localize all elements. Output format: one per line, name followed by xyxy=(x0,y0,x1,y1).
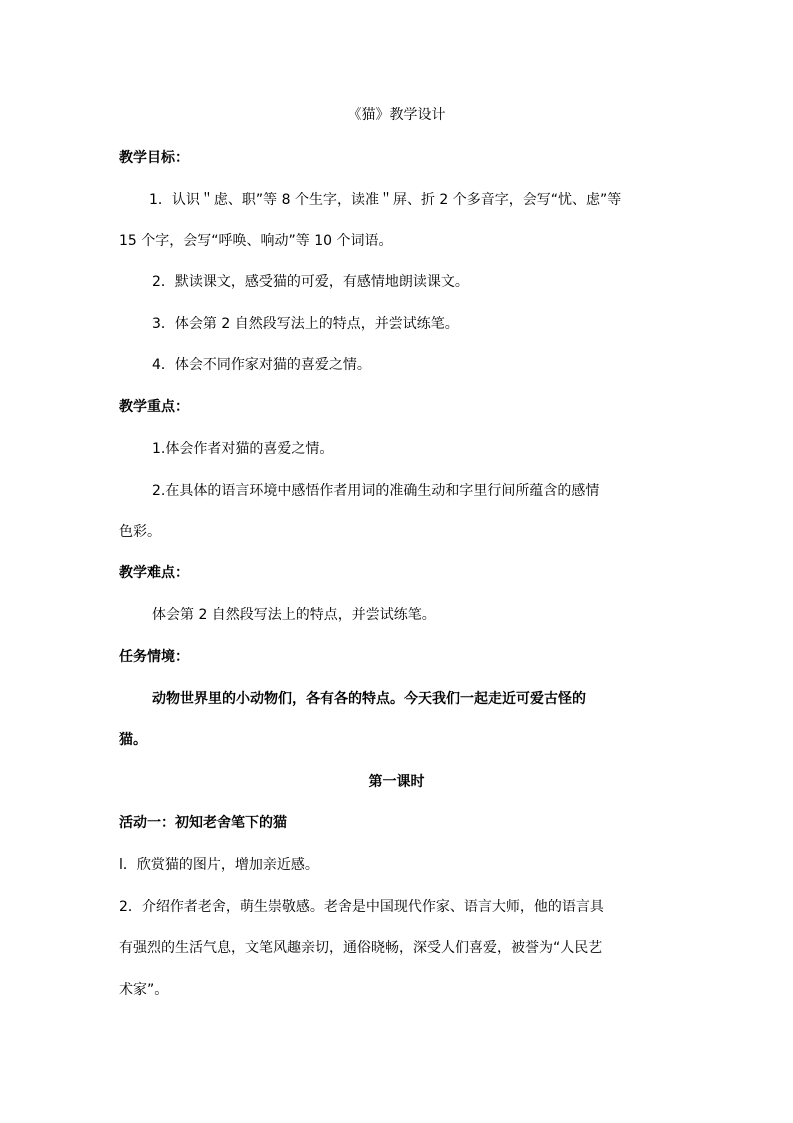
goal-line-1: 1．认识＂虑、职”等 8 个生字，读准＂屏、折 2 个多音字，会写“忧、虑”等 xyxy=(149,192,622,208)
key-point-2-cont: 色彩。 xyxy=(119,524,161,540)
difficulty-heading: 教学难点： xyxy=(119,565,189,581)
lesson-heading: 第一课时 xyxy=(368,774,425,790)
scenario-heading: 任务情境： xyxy=(119,649,189,665)
goal-line-3: 3．体会第 2 自然段写法上的特点，并尝试练笔。 xyxy=(152,316,459,332)
scenario-line-1: 动物世界里的小动物们，各有各的特点。今天我们一起走近可爱古怪的 xyxy=(152,691,586,707)
activity1-line-1: l．欣赏猫的图片，增加亲近感。 xyxy=(119,857,319,873)
key-points-heading: 教学重点： xyxy=(119,399,189,415)
activity1-heading: 活动一：初知老舍笔下的猫 xyxy=(119,815,287,831)
scenario-line-2: 猫。 xyxy=(119,732,147,748)
key-point-2: 2.在具体的语言环境中感悟作者用词的准确生动和字里行间所蕴含的感情 xyxy=(152,483,600,499)
activity1-line-2: 2．介绍作者老舍，萌生崇敬感。老舍是中国现代作家、语言大师，他的语言具 xyxy=(119,899,604,915)
activity1-line-4: 术家”。 xyxy=(119,982,169,998)
key-point-1: 1.体会作者对猫的喜爱之情。 xyxy=(152,441,334,457)
goals-heading: 教学目标： xyxy=(119,150,189,166)
goal-line-4: 4．体会不同作家对猫的喜爱之情。 xyxy=(152,357,371,373)
document-title: 《猫》教学设计 xyxy=(347,107,446,123)
difficulty-text: 体会第 2 自然段写法上的特点，并尝试练笔。 xyxy=(152,607,436,623)
goal-line-2: 2．默读课文，感受猫的可爱，有感情地朗读课文。 xyxy=(152,274,469,290)
activity1-line-3: 有强烈的生活气息，文笔风趣亲切，通俗晓畅，深受人们喜爱，被誉为“人民艺 xyxy=(119,940,603,956)
goal-line-1-cont: 15 个字，会写“呼唤、响动”等 10 个词语。 xyxy=(119,233,393,249)
